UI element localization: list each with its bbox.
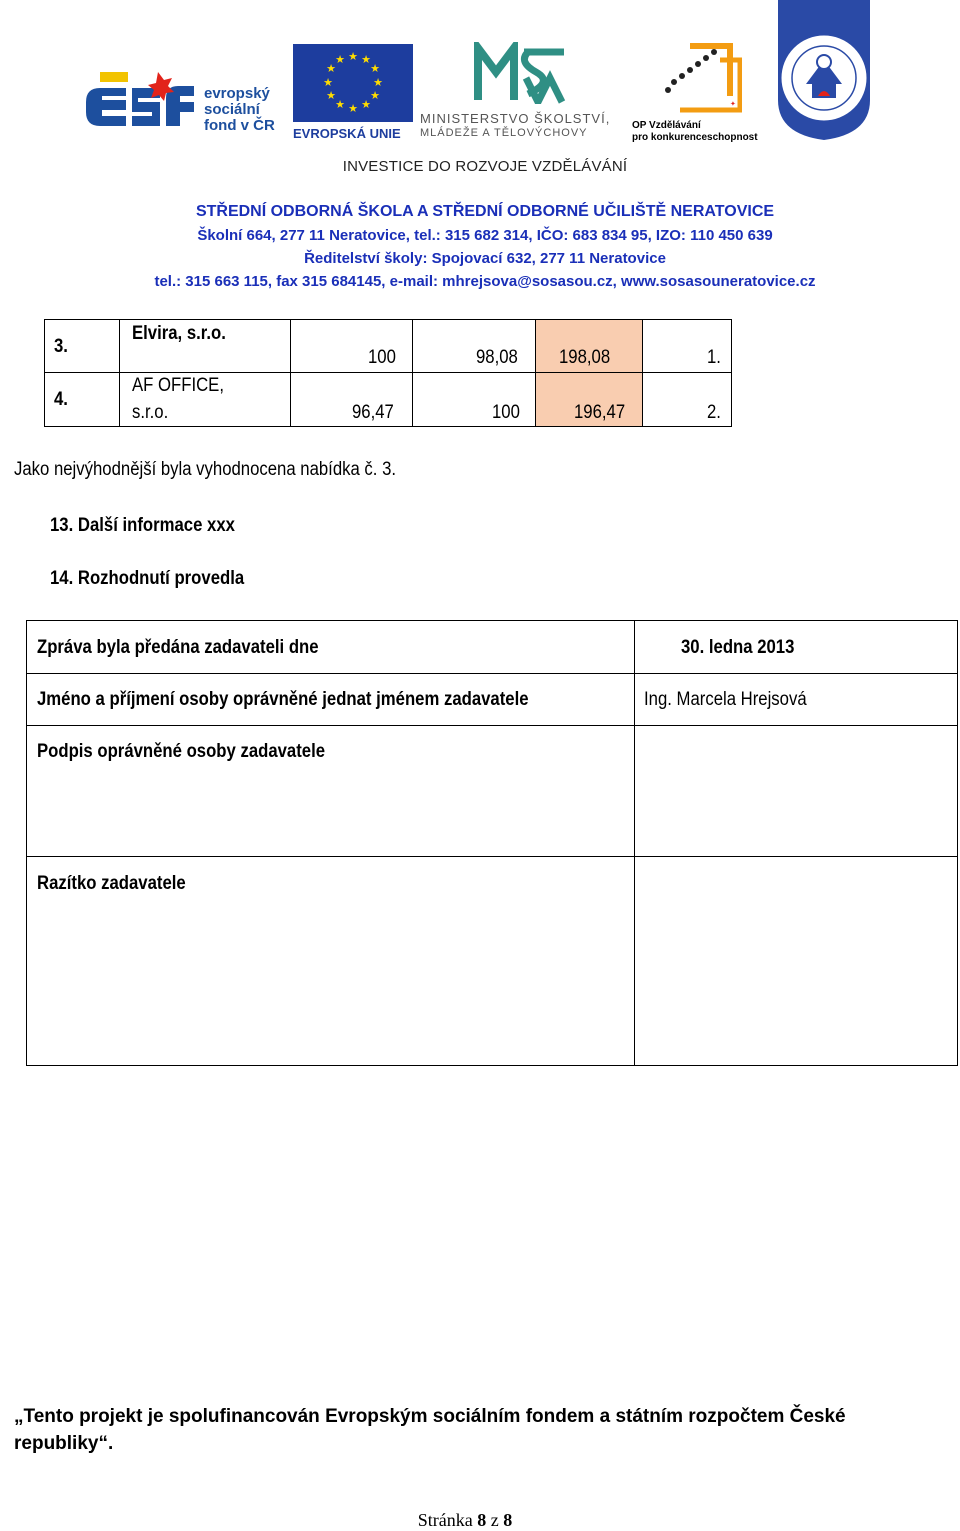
funding-note: „Tento projekt je spolufinancován Evropským sociálním fondem a státním rozpočtem České republiky“. <box>14 1406 846 1454</box>
msmt-logo <box>420 42 625 142</box>
authorized-person-label: Jméno a příjmení osoby oprávněné jednat jménem zadavatele <box>37 689 529 710</box>
score-1: 96,47 <box>352 402 394 423</box>
op-line2: pro konkurenceschopnost <box>632 132 758 143</box>
stamp-label: Razítko zadavatele <box>37 873 186 894</box>
svg-text:★: ★ <box>326 62 336 75</box>
svg-text:★: ★ <box>348 50 358 63</box>
section-14-heading: 14. Rozhodnutí provedla <box>50 568 245 589</box>
esf-line3: fond v ČR <box>204 117 275 134</box>
school-emblem-icon <box>778 0 870 140</box>
svg-text:★: ★ <box>361 98 371 111</box>
bidder-name-line2: s.r.o. <box>132 402 169 423</box>
page-total: 8 <box>503 1510 513 1530</box>
page-sep: z <box>490 1510 499 1530</box>
school-contact: tel.: 315 663 115, fax 315 684145, e-mail: mhrejsova@sosasou.cz, www.sosasouneratovice.cz <box>154 273 816 290</box>
stamp-field[interactable] <box>634 856 958 1066</box>
score-total: 196,47 <box>574 402 626 423</box>
svg-text:★: ★ <box>361 53 371 66</box>
school-directorate: Ředitelství školy: Spojovací 632, 277 11 Neratovice <box>304 250 666 267</box>
msmt-logo-mark <box>474 42 574 104</box>
msmt-line1: MINISTERSTVO ŠKOLSTVÍ, <box>420 111 611 126</box>
school-logo <box>778 0 870 140</box>
authorized-person-name: Ing. Marcela Hrejsová <box>644 689 807 710</box>
esf-logo-mark <box>86 72 196 138</box>
svg-text:✦: ✦ <box>730 100 736 108</box>
row-number: 4. <box>54 389 68 410</box>
svg-text:★: ★ <box>326 89 336 102</box>
svg-text:★: ★ <box>370 62 380 75</box>
handover-label: Zpráva byla předána zadavateli dne <box>37 637 319 658</box>
op-line1: OP Vzdělávání <box>632 120 701 131</box>
handover-date: 30. ledna 2013 <box>681 637 795 658</box>
eu-logo <box>293 44 413 140</box>
school-name: STŘEDNÍ ODBORNÁ ŠKOLA A STŘEDNÍ ODBORNÉ UČILIŠTĚ NERATOVICE <box>195 203 775 220</box>
investice-slogan: INVESTICE DO ROZVOJE VZDĚLÁVÁNÍ <box>342 158 628 175</box>
row-number: 3. <box>54 336 68 357</box>
eu-logo-text: EVROPSKÁ UNIE <box>293 126 401 141</box>
score-2: 98,08 <box>476 347 518 368</box>
page-prefix: Stránka <box>417 1510 473 1530</box>
page-current: 8 <box>477 1510 487 1530</box>
decision-table <box>26 620 958 1066</box>
score-1: 100 <box>368 347 396 368</box>
score-total: 198,08 <box>559 347 611 368</box>
svg-text:★: ★ <box>370 89 380 102</box>
eu-flag-icon <box>293 44 413 122</box>
esf-logo-text <box>204 86 275 134</box>
school-address: Školní 664, 277 11 Neratovice, tel.: 315 682 314, IČO: 683 834 95, IZO: 110 450 639 <box>197 227 773 244</box>
signature-field[interactable] <box>634 725 958 857</box>
op-logo-mark <box>660 40 742 114</box>
esf-logo <box>86 40 286 140</box>
section-13-heading: 13. Další informace xxx <box>50 515 235 536</box>
esf-line2: sociální <box>204 101 260 118</box>
rank: 1. <box>707 347 721 368</box>
op-logo-text <box>632 120 758 144</box>
svg-text:★: ★ <box>335 98 345 111</box>
op-logo <box>632 40 764 143</box>
msmt-line2: MLÁDEŽE A TĚLOVÝCHOVY <box>420 127 588 139</box>
svg-text:★: ★ <box>348 102 358 115</box>
evaluation-text: Jako nejvýhodnější byla vyhodnocena nabídka č. 3. <box>14 459 397 480</box>
msmt-logo-text <box>420 112 610 140</box>
esf-line1: evropský <box>204 85 270 102</box>
results-table <box>44 319 732 427</box>
signature-label: Podpis oprávněné osoby zadavatele <box>37 741 326 762</box>
svg-text:★: ★ <box>373 76 383 89</box>
svg-text:★: ★ <box>323 76 333 89</box>
rank: 2. <box>707 402 721 423</box>
svg-text:★: ★ <box>335 53 345 66</box>
bidder-name: Elvira, s.r.o. <box>132 323 226 344</box>
score-2: 100 <box>492 402 520 423</box>
bidder-name-line1: AF OFFICE, <box>132 375 224 396</box>
